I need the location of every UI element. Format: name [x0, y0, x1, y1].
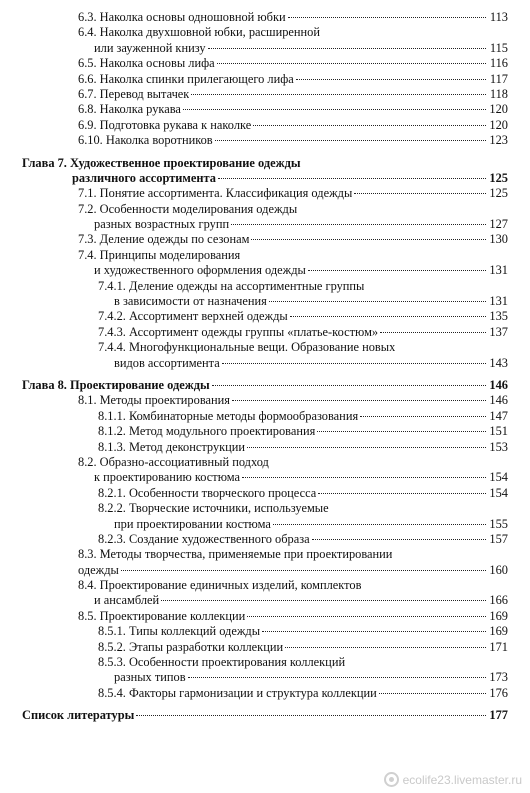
- toc-entry: [22, 486, 508, 501]
- toc-chapter-entry: [22, 171, 508, 186]
- toc-entry: [22, 455, 508, 470]
- toc-entry: [22, 118, 508, 133]
- toc-leader-dots: [191, 94, 486, 95]
- toc-entry-title: 8.1. Методы проектирования: [78, 393, 230, 408]
- toc-entry: [22, 440, 508, 455]
- watermark: [384, 772, 522, 787]
- toc-chapter-entry: [22, 378, 508, 393]
- toc-page-number: 157: [489, 531, 508, 546]
- toc-entry-title: 8.5.1. Типы коллекций одежды: [98, 624, 261, 639]
- toc-entry: [22, 133, 508, 148]
- toc-entry-title: 8.1.3. Метод деконструкции: [98, 439, 246, 454]
- toc-page-number: 117: [489, 71, 508, 86]
- toc-entry-title: 8.5. Проектирование коллекции: [78, 608, 246, 623]
- toc-page-number: 135: [489, 309, 508, 324]
- toc-entry: [22, 409, 508, 424]
- toc-entry: [22, 640, 508, 655]
- toc-leader-dots: [247, 616, 486, 617]
- toc-leader-dots: [253, 125, 486, 126]
- toc-leader-dots: [231, 224, 486, 225]
- toc-entry-title: 6.5. Наколка основы лифа: [78, 56, 215, 71]
- toc-page-number: 125: [489, 170, 508, 185]
- toc-entry: [22, 501, 508, 516]
- toc-entry-title: Глава 7. Художественное проектирование одежды: [22, 155, 301, 170]
- toc-page-number: 131: [489, 294, 508, 309]
- toc-entry-title: 8.2.2. Творческие источники, используемые: [98, 501, 329, 516]
- toc-page-number: 177: [489, 708, 508, 723]
- toc-leader-dots: [317, 431, 486, 432]
- toc-page-number: 116: [489, 56, 508, 71]
- toc-entry: [22, 294, 508, 309]
- toc-page-number: 155: [489, 516, 508, 531]
- toc-leader-dots: [212, 385, 486, 386]
- toc-page-number: 127: [489, 217, 508, 232]
- toc-entry-title: 7.4. Принципы моделирования: [78, 247, 241, 262]
- toc-page-number: 173: [489, 670, 508, 685]
- toc-page-number: 147: [489, 408, 508, 423]
- toc-entry-title: 8.4. Проектирование единичных изделий, комплектов: [78, 578, 362, 593]
- toc-entry: [22, 356, 508, 371]
- livemaster-logo-icon: [384, 772, 399, 787]
- toc-page-number: 154: [489, 470, 508, 485]
- toc-entry: [22, 624, 508, 639]
- toc-entry-title: 6.3. Наколка основы одношовной юбки: [78, 10, 286, 24]
- toc-leader-dots: [215, 140, 486, 141]
- toc-entry: [22, 232, 508, 247]
- toc-entry: [22, 309, 508, 324]
- toc-page-number: 146: [489, 393, 508, 408]
- toc-page-number: 146: [489, 377, 508, 392]
- toc-entry-title: 8.1.2. Метод модульного проектирования: [98, 424, 316, 439]
- toc-page-number: 120: [489, 117, 508, 132]
- toc-entry-title: разных типов: [114, 670, 186, 685]
- toc-entry-title: в зависимости от назначения: [114, 294, 267, 309]
- toc-entry-title: 7.2. Особенности моделирования одежды: [78, 201, 298, 216]
- toc-leader-dots: [380, 332, 486, 333]
- toc-page-number: 154: [489, 485, 508, 500]
- toc-entry: [22, 517, 508, 532]
- toc-entry: [22, 102, 508, 117]
- toc-entry-title: Список литературы: [22, 708, 135, 723]
- toc-entry-title: 8.1.1. Комбинаторные методы формообразования: [98, 408, 359, 423]
- toc-entry-title: 7.3. Деление одежды по сезонам: [78, 232, 250, 247]
- toc-page-number: 143: [489, 355, 508, 370]
- toc-leader-dots: [208, 48, 486, 49]
- toc-leader-dots: [288, 17, 486, 18]
- toc-leader-dots: [161, 600, 486, 601]
- toc-entry: [22, 87, 508, 102]
- toc-leader-dots: [296, 79, 486, 80]
- toc-page-number: 169: [489, 608, 508, 623]
- toc-page-number: 151: [489, 424, 508, 439]
- toc-entry: [22, 532, 508, 547]
- toc-entry: [22, 563, 508, 578]
- toc-page-number: 176: [489, 685, 508, 700]
- toc-entry: [22, 279, 508, 294]
- toc-entry: [22, 72, 508, 87]
- watermark-text: ecolife23.livemaster.ru: [402, 772, 522, 787]
- toc-page-number: 130: [489, 232, 508, 247]
- toc-entry: [22, 670, 508, 685]
- toc-page-number: 131: [489, 263, 508, 278]
- toc-page-number: 115: [489, 40, 508, 55]
- toc-entry: [22, 56, 508, 71]
- toc-entry-title: к проектированию костюма: [94, 470, 241, 485]
- toc-entry: [22, 424, 508, 439]
- toc-page-number: 171: [489, 639, 508, 654]
- toc-leader-dots: [251, 239, 486, 240]
- toc-entry: [22, 186, 508, 201]
- toc-leader-dots: [217, 63, 486, 64]
- toc-page-number: 153: [489, 439, 508, 454]
- toc-page-number: 169: [489, 624, 508, 639]
- toc-leader-dots: [222, 363, 486, 364]
- toc-page-number: 125: [489, 186, 508, 201]
- toc-leader-dots: [379, 693, 486, 694]
- toc-page-number: 113: [489, 10, 508, 24]
- toc-leader-dots: [232, 400, 486, 401]
- toc-leader-dots: [273, 524, 486, 525]
- toc-entry-title: Глава 8. Проектирование одежды: [22, 377, 210, 392]
- toc-leader-dots: [360, 416, 486, 417]
- toc-entry: [22, 263, 508, 278]
- toc-entry: [22, 340, 508, 355]
- toc-entry: [22, 609, 508, 624]
- toc-entry: [22, 470, 508, 485]
- toc-entry: [22, 10, 508, 25]
- toc-entry: [22, 41, 508, 56]
- toc-entry: [22, 393, 508, 408]
- toc-entry-title: 6.9. Подготовка рукава к наколке: [78, 117, 252, 132]
- toc-entry: [22, 686, 508, 701]
- toc-entry: [22, 547, 508, 562]
- toc-entry-title: 6.10. Наколка воротников: [78, 133, 213, 148]
- toc-entry: [22, 593, 508, 608]
- toc-leader-dots: [262, 631, 486, 632]
- toc-entry: [22, 248, 508, 263]
- toc-entry-title: 8.5.2. Этапы разработки коллекции: [98, 639, 284, 654]
- toc-entry-title: 8.2.3. Создание художественного образа: [98, 531, 310, 546]
- toc-leader-dots: [312, 539, 486, 540]
- toc-entry-title: 6.7. Перевод вытачек: [78, 86, 190, 101]
- toc-entry-title: 7.4.1. Деление одежды на ассортиментные группы: [98, 278, 365, 293]
- table-of-contents: [22, 10, 508, 724]
- toc-entry-title: 7.4.2. Ассортимент верхней одежды: [98, 309, 288, 324]
- toc-leader-dots: [269, 301, 486, 302]
- toc-entry-title: 8.2.1. Особенности творческого процесса: [98, 485, 317, 500]
- toc-entry-title: 8.5.3. Особенности проектирования коллекций: [98, 655, 346, 670]
- toc-entry-title: 7.1. Понятие ассортимента. Классификация одежды: [78, 186, 353, 201]
- toc-entry-title: 6.8. Наколка рукава: [78, 102, 181, 117]
- toc-entry: [22, 655, 508, 670]
- toc-entry-title: 8.2. Образно-ассоциативный подход: [78, 454, 269, 469]
- toc-entry: [22, 217, 508, 232]
- toc-entry-title: при проектировании костюма: [114, 516, 271, 531]
- toc-leader-dots: [136, 715, 486, 716]
- toc-leader-dots: [354, 193, 486, 194]
- toc-leader-dots: [242, 477, 486, 478]
- toc-chapter-entry: [22, 156, 508, 171]
- toc-entry-title: 7.4.4. Многофункциональные вещи. Образование новых: [98, 340, 396, 355]
- toc-entry-title: 6.4. Наколка двухшовной юбки, расширенной: [78, 25, 320, 40]
- toc-leader-dots: [247, 447, 486, 448]
- toc-entry: [22, 325, 508, 340]
- toc-page-number: 118: [489, 86, 508, 101]
- toc-leader-dots: [121, 570, 486, 571]
- toc-entry-title: различного ассортимента: [72, 170, 216, 185]
- toc-entry-title: 8.3. Методы творчества, применяемые при проектировании: [78, 547, 393, 562]
- toc-page-number: 120: [489, 102, 508, 117]
- toc-entry-title: разных возрастных групп: [94, 217, 230, 232]
- toc-page-number: 123: [489, 133, 508, 148]
- toc-entry-title: и художественного оформления одежды: [94, 263, 306, 278]
- toc-entry: [22, 25, 508, 40]
- toc-entry-title: видов ассортимента: [114, 355, 220, 370]
- toc-page-number: 137: [489, 324, 508, 339]
- toc-entry: [22, 578, 508, 593]
- toc-leader-dots: [218, 178, 486, 179]
- toc-page-number: 160: [489, 562, 508, 577]
- toc-entry-title: или зауженной книзу: [94, 40, 206, 55]
- toc-leader-dots: [318, 493, 486, 494]
- toc-leader-dots: [308, 270, 486, 271]
- toc-entry-title: 6.6. Наколка спинки прилегающего лифа: [78, 71, 294, 86]
- toc-leader-dots: [183, 109, 486, 110]
- toc-entry-title: 8.5.4. Факторы гармонизации и структура коллекции: [98, 685, 377, 700]
- toc-leader-dots: [290, 316, 486, 317]
- toc-entry-title: одежды: [78, 562, 119, 577]
- toc-entry-title: и ансамблей: [94, 593, 160, 608]
- toc-entry-title: 7.4.3. Ассортимент одежды группы «платье-костюм»: [98, 324, 379, 339]
- toc-chapter-entry: [22, 708, 508, 723]
- toc-entry: [22, 202, 508, 217]
- toc-leader-dots: [188, 677, 486, 678]
- toc-page-number: 166: [489, 593, 508, 608]
- toc-leader-dots: [285, 647, 486, 648]
